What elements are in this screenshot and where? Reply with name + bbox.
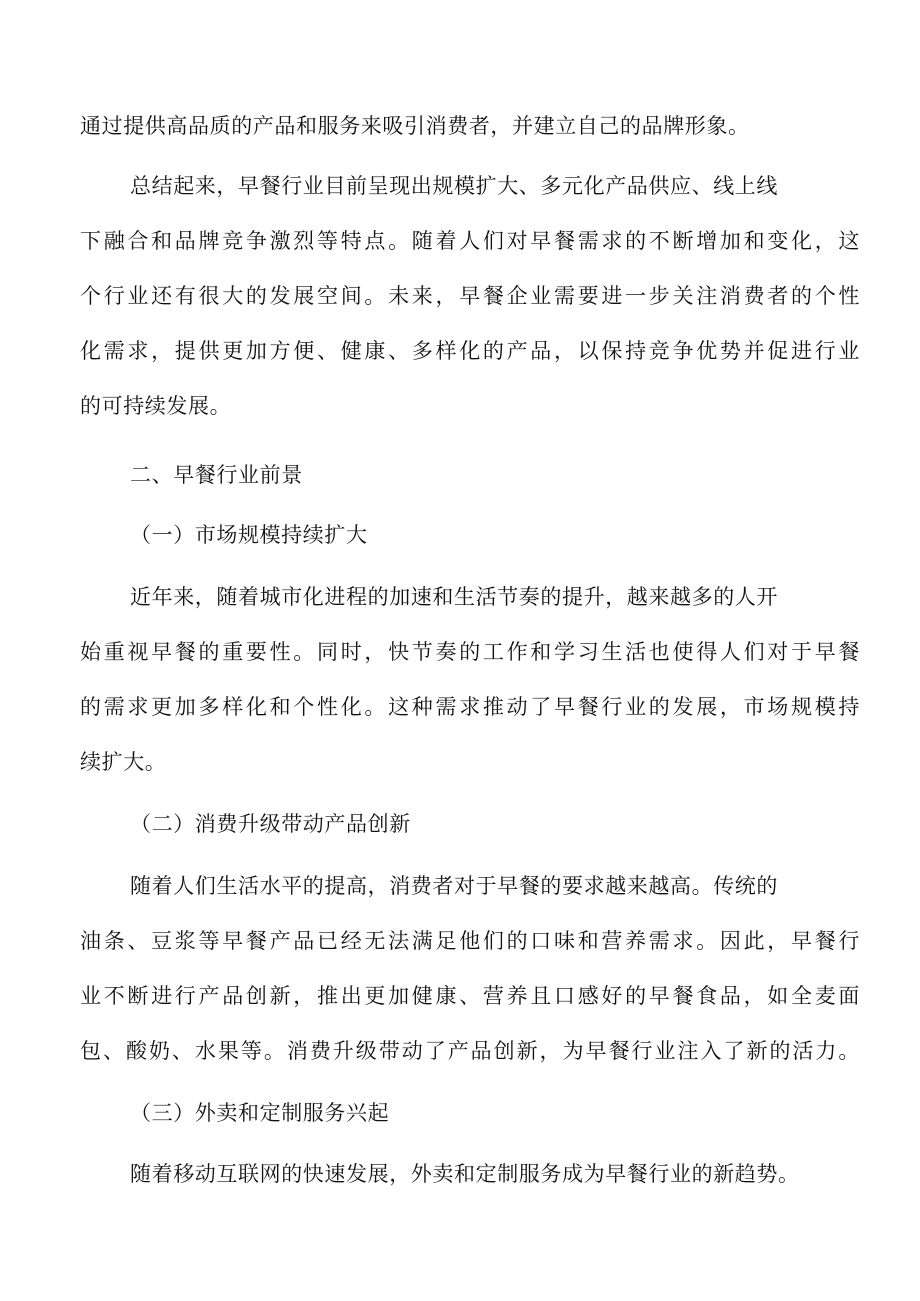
- subsection-1-line-4: 续扩大。: [80, 750, 167, 774]
- subsection-2-line-1: 随着人们生活水平的提高，消费者对于早餐的要求越来越高。传统的: [130, 874, 778, 898]
- summary-line-4: 化需求，提供更加方便、健康、多样化的产品，以保持竞争优势并促进行业: [80, 339, 860, 363]
- summary-line-1: 总结起来，早餐行业目前呈现出规模扩大、多元化产品供应、线上线: [130, 174, 778, 198]
- subsection-1-line-1: 近年来，随着城市化进程的加速和生活节奏的提升，越来越多的人开: [130, 585, 778, 609]
- subsection-2-line-4: 包、酸奶、水果等。消费升级带动了产品创新，为早餐行业注入了新的活力。: [80, 1039, 860, 1063]
- subsection-1-line-3: 的需求更加多样化和个性化。这种需求推动了早餐行业的发展，市场规模持: [80, 695, 860, 719]
- subsection-2-title: （二）消费升级带动产品创新: [130, 812, 411, 836]
- summary-line-5: 的可持续发展。: [80, 394, 232, 418]
- subsection-2-line-2: 油条、豆浆等早餐产品已经无法满足他们的口味和营养需求。因此，早餐行: [80, 929, 860, 953]
- subsection-3-title: （三）外卖和定制服务兴起: [130, 1101, 390, 1125]
- summary-line-3: 个行业还有很大的发展空间。未来，早餐企业需要进一步关注消费者的个性: [80, 284, 860, 308]
- subsection-1-title: （一）市场规模持续扩大: [130, 523, 368, 547]
- summary-line-2: 下融合和品牌竞争激烈等特点。随着人们对早餐需求的不断增加和变化，这: [80, 229, 860, 253]
- paragraph-continuation: 通过提供高品质的产品和服务来吸引消费者，并建立自己的品牌形象。: [80, 114, 750, 138]
- section-heading: 二、早餐行业前景: [130, 463, 303, 487]
- subsection-2-line-3: 业不断进行产品创新，推出更加健康、营养且口感好的早餐食品，如全麦面: [80, 984, 860, 1008]
- subsection-1-line-2: 始重视早餐的重要性。同时，快节奏的工作和学习生活也使得人们对于早餐: [80, 640, 860, 664]
- subsection-3-line-1: 随着移动互联网的快速发展，外卖和定制服务成为早餐行业的新趋势。: [130, 1162, 800, 1186]
